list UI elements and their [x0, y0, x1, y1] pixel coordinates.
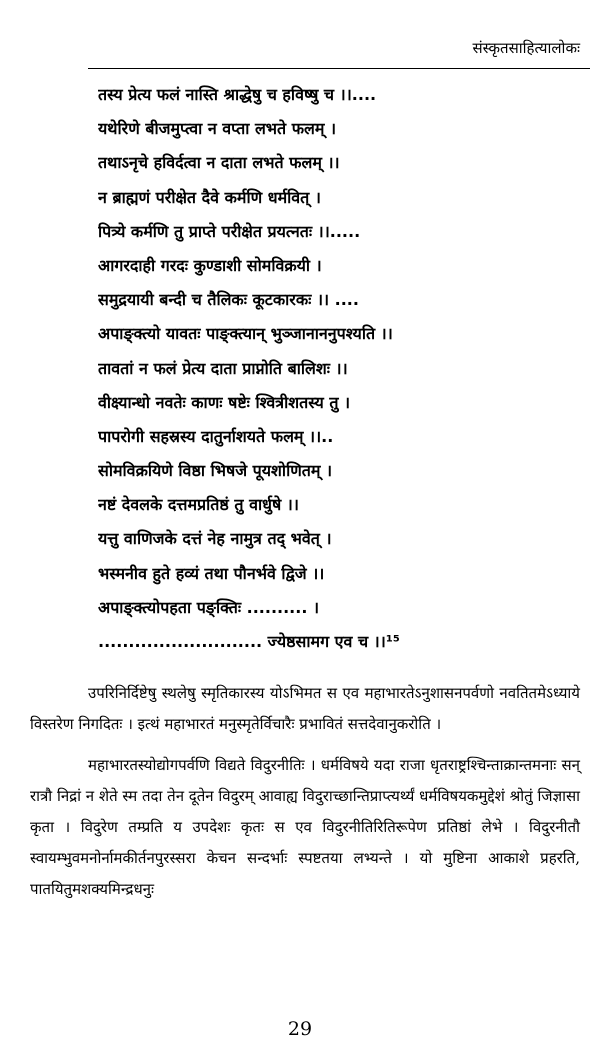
prose-block: [30, 678, 580, 905]
verse-line: समुद्रयायी बन्दी च तैलिकः कूटकारकः ।। ....: [98, 290, 359, 310]
paragraph: महाभारतस्योद्योगपर्वणि विद्यते विदुरनीतिः । धर्मविषये यदा राजा धृतराष्ट्रश्चिन्ताक्रान्तमनाः सन् रात्रौ निद्रां न शेते स्म तदा तेन दूतेन विदुरम् आवाह्य विदुराच्छान्तिप्राप्त्यर्थ्यं धर्मविषयकमुद्देशं श्रोतुं जिज्ञासा कृता । विदुरेण तम्प्रति य उपदेशः कृतः स एव विदुरनीतिरितिरूपेण प्रतिष्ठां लेभे । विदुरनीतौ स्वायम्भुवमनोर्नामकीर्तनपुरस्सरा केचन सन्दर्भाः स्पष्टतया लभ्यन्ते । यो मुष्टिना आकाशे प्रहरति, पातयितुमशक्यमिन्द्रधनुः: [30, 756, 580, 898]
verse-line: ........................... ज्येष्ठसामग एव च ।।¹⁵: [98, 632, 400, 651]
verse-line: नष्टं देवलके दत्तमप्रतिष्ठं तु वार्धुषे ।।: [98, 495, 299, 515]
verse-line: अपाङ्क्त्यो यावतः पाङ्क्त्यान् भुञ्जानाननुपश्यति ।।: [98, 324, 393, 344]
verse-line: यत्तु वाणिजके दत्तं नेह नामुत्र तद् भवेत् ।: [98, 529, 332, 549]
verse-line: पापरोगी सहस्रस्य दातुर्नाशयते फलम् ।।..: [98, 426, 334, 446]
verse-line: तस्य प्रेत्य फलं नास्ति श्राद्धेषु च हविष्षु च ।।....: [98, 85, 377, 104]
verse-line: न ब्राह्मणं परीक्षेत दैवे कर्मणि धर्मवित् ।: [98, 187, 321, 207]
verse-block: [98, 78, 588, 659]
verse-line: भस्मनीव हुते हव्यं तथा पौनर्भवे द्विजे ।।: [98, 563, 325, 583]
page-number: 29: [287, 1018, 313, 1040]
paragraph: उपरिनिर्दिष्टेषु स्थलेषु स्मृतिकारस्य योऽभिमत स एव महाभारतेऽनुशासनपर्वणो नवतितमेऽध्याये विस्तरेण निगदितः । इत्थं महाभारतं मनुस्मृतेर्विचारैः प्रभावितं सत्तदेवानुकरोति ।: [30, 684, 580, 733]
verse-line: यथेरिणे बीजमुप्त्वा न वप्ता लभते फलम् ।: [98, 119, 337, 139]
verse-line: वीक्ष्यान्धो नवतेः काणः षष्टेः श्वित्रीशतस्य तु ।: [98, 392, 351, 412]
header-rule: [88, 68, 590, 69]
running-header: संस्कृतसाहित्यालोकः: [472, 39, 580, 57]
verse-line: तथाऽनृचे हविर्दत्वा न दाता लभते फलम् ।।: [98, 153, 340, 173]
verse-line: आगरदाही गरदः कुण्डाशी सोमविक्रयी ।: [98, 255, 322, 275]
verse-line: सोमविक्रयिणे विष्ठा भिषजे पूयशोणितम् ।: [98, 461, 333, 481]
verse-line: पित्र्ये कर्मणि तु प्राप्ते परीक्षेत प्रयत्नतः ।।.....: [98, 221, 361, 241]
verse-line: अपाङ्क्त्योपहता पङ्क्तिः .......... ।: [98, 597, 320, 617]
verse-line: तावतां न फलं प्रेत्य दाता प्राप्नोति बालिशः ।।: [98, 358, 348, 378]
